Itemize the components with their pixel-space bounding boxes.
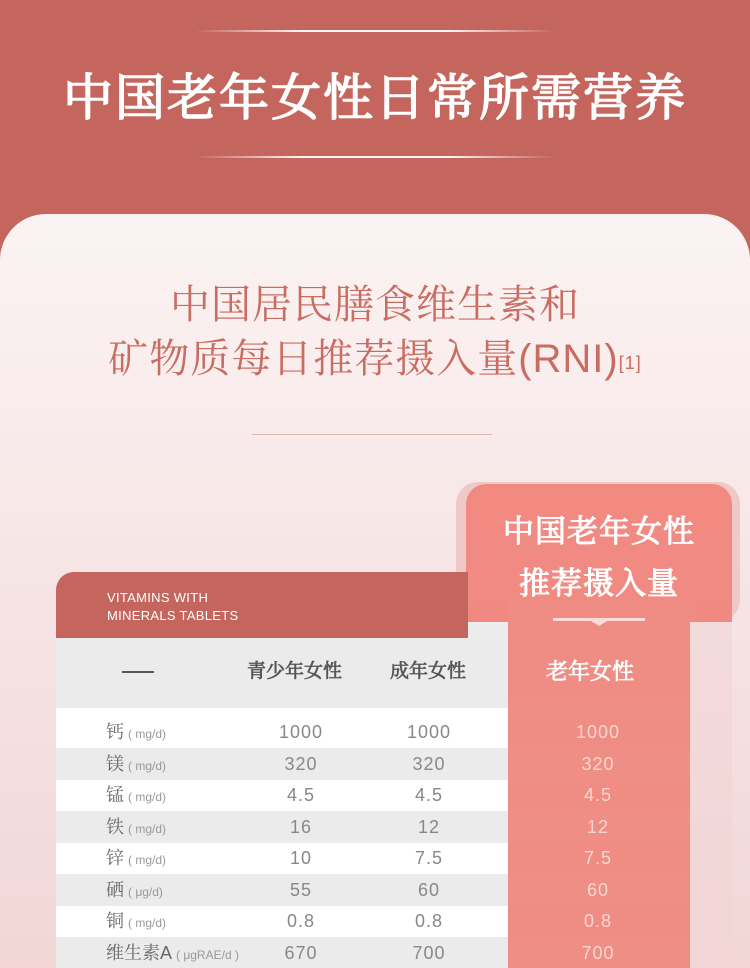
section-title [0, 278, 750, 386]
header-bottom-line [195, 156, 555, 158]
nutrient-name [106, 779, 166, 811]
nutrient-name [106, 905, 166, 937]
elder-value: 320 [581, 754, 615, 774]
header-banner [0, 0, 750, 240]
highlight-arrow-tip [591, 621, 607, 626]
elder-value: 12 [586, 817, 610, 837]
section-divider [252, 434, 492, 435]
adult-value: 60 [417, 880, 441, 900]
elder-value: 0.8 [583, 911, 613, 931]
nutrient-unit: ( mg/d) [128, 822, 167, 836]
nutrient-label: 硒 [106, 880, 124, 900]
teen-value: 4.5 [286, 785, 316, 805]
highlight-title [466, 506, 732, 610]
elder-value: 1000 [575, 722, 621, 742]
table-row [56, 779, 690, 811]
nutrient-name [106, 937, 239, 968]
adult-value: 700 [412, 943, 446, 963]
nutrient-name [106, 811, 166, 843]
teen-value: 0.8 [286, 911, 316, 931]
column-header-adult: 成年女性 [390, 661, 467, 682]
nutrient-unit: ( mg/d) [128, 916, 167, 930]
table-row [56, 905, 690, 937]
column-header-elder: 老年女性 [546, 659, 635, 684]
section-title-line1: 中国居民膳食维生素和 [170, 283, 580, 327]
nutrient-unit: ( μg/d) [128, 885, 163, 899]
teen-value: 10 [289, 848, 313, 868]
nutrient-label: 锰 [106, 785, 124, 805]
table-brand-label [107, 589, 238, 625]
nutrient-unit: ( mg/d) [128, 790, 167, 804]
table-row [56, 811, 690, 843]
adult-value: 320 [412, 754, 446, 774]
page-title: 中国老年女性日常所需营养 [63, 70, 687, 126]
column-header-teen: 青少年女性 [247, 661, 343, 682]
elder-value: 7.5 [583, 848, 613, 868]
nutrient-unit: ( mg/d) [128, 727, 167, 741]
nutrient-label: 钙 [106, 722, 124, 742]
nutrient-unit: ( mg/d) [128, 853, 167, 867]
highlight-title-line1: 中国老年女性 [503, 514, 695, 549]
nutrient-label: 锌 [106, 848, 124, 868]
adult-value: 7.5 [414, 848, 444, 868]
adult-value: 1000 [406, 722, 452, 742]
adult-value: 0.8 [414, 911, 444, 931]
nutrient-label: 维生素A [106, 943, 173, 963]
table-row [56, 716, 690, 748]
section-title-line2-text: 矿物质每日推荐摄入量(RNI) [108, 337, 619, 381]
section-title-line2 [0, 332, 750, 386]
nutrient-unit: ( mg/d) [128, 759, 167, 773]
table-row [56, 748, 690, 780]
teen-value: 320 [284, 754, 318, 774]
nutrient-name [106, 748, 166, 780]
highlight-card-notch-right [690, 622, 732, 968]
nutrient-label: 铜 [106, 911, 124, 931]
header-top-line [195, 30, 555, 32]
elder-value: 60 [586, 880, 610, 900]
nutrient-name [106, 716, 166, 748]
teen-value: 55 [289, 880, 313, 900]
brand-line1: VITAMINS WITH [107, 590, 209, 605]
table-row [56, 874, 690, 906]
brand-line2: MINERALS TABLETS [107, 608, 239, 623]
table-row [56, 842, 690, 874]
table-row [56, 937, 690, 968]
elder-value: 700 [581, 943, 615, 963]
teen-value: 670 [284, 943, 318, 963]
teen-value: 1000 [278, 722, 324, 742]
elder-value: 4.5 [583, 785, 613, 805]
nutrient-label: 铁 [106, 817, 124, 837]
highlight-title-line2: 推荐摄入量 [519, 566, 679, 601]
teen-value: 16 [289, 817, 313, 837]
nutrient-unit: ( μgRAE/d ) [176, 948, 239, 962]
footnote-ref: [1] [618, 353, 642, 373]
nutrient-name [106, 874, 163, 906]
nutrient-name [106, 842, 166, 874]
adult-value: 4.5 [414, 785, 444, 805]
nutrient-label: 镁 [106, 754, 124, 774]
adult-value: 12 [417, 817, 441, 837]
column-header-name [122, 671, 154, 673]
